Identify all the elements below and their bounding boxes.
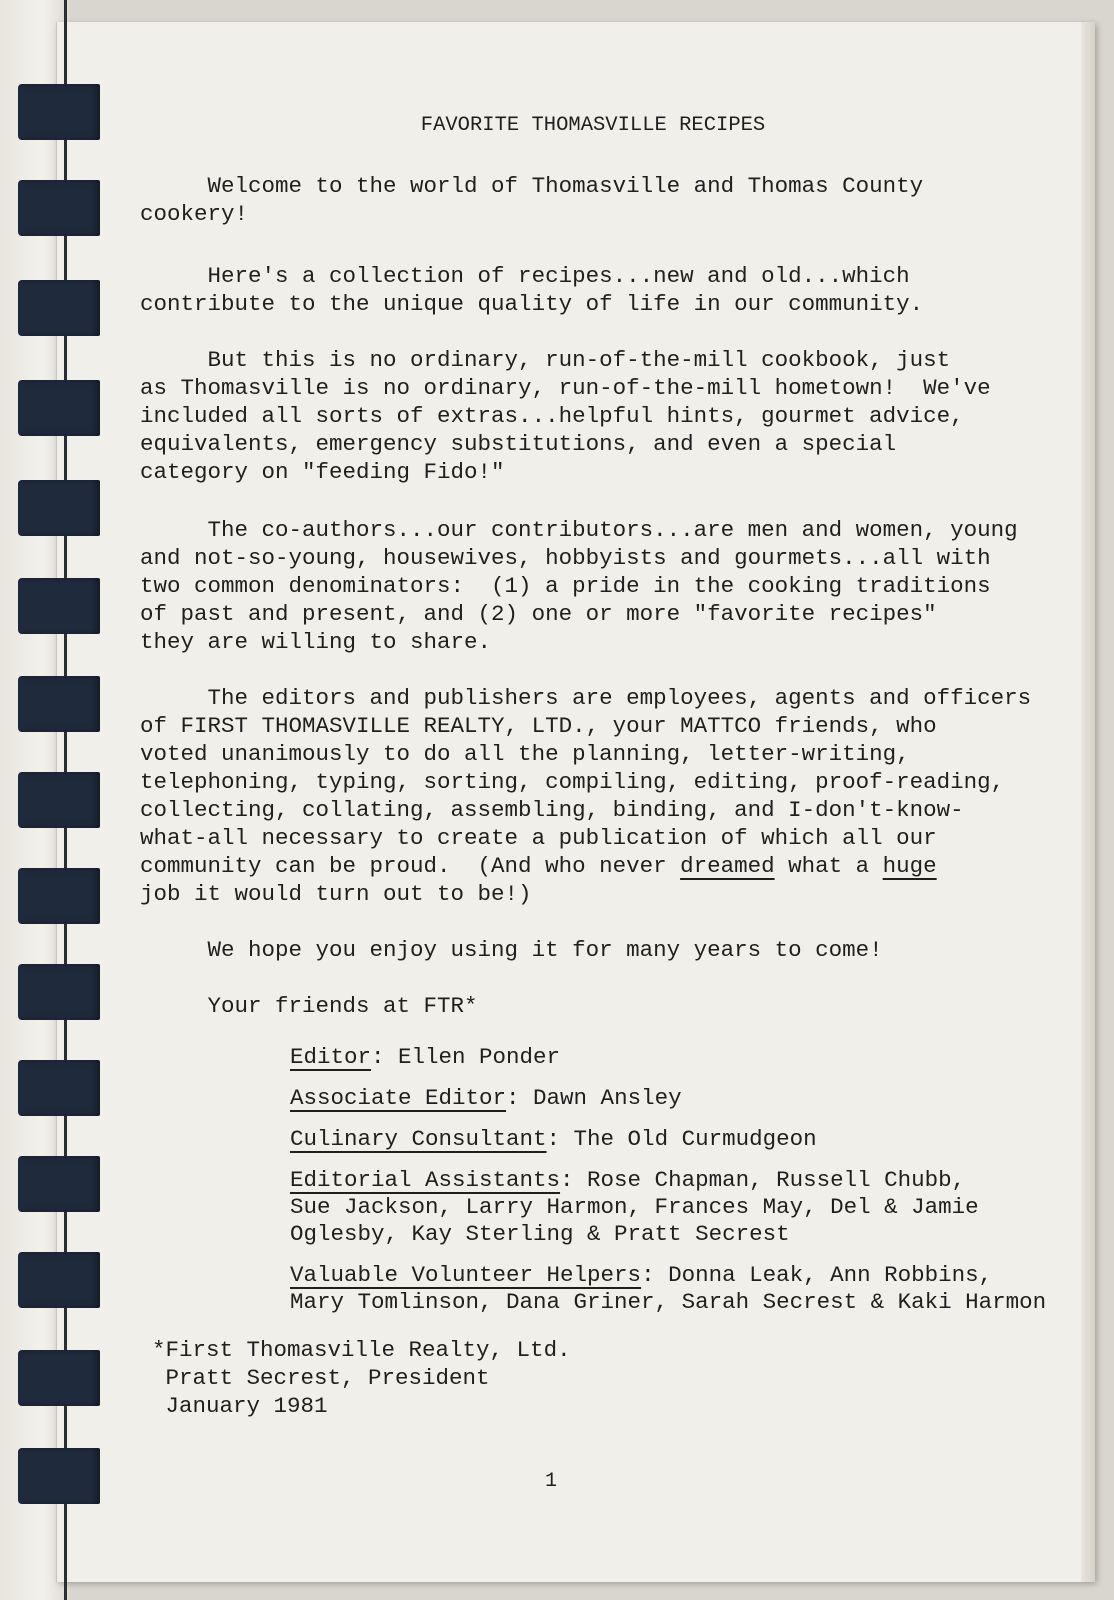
binding-loop	[18, 1156, 100, 1212]
page-title: FAVORITE THOMASVILLE RECIPES	[420, 114, 766, 137]
underlined-word: dreamed	[680, 853, 775, 879]
paragraph-coauthors	[140, 516, 1085, 656]
text-line: telephoning, typing, sorting, compiling, editing, proof-reading,	[140, 769, 1005, 795]
credit-value: : Rose Chapman, Russell Chubb,	[560, 1167, 966, 1193]
footnote-company: *First Thomasville Realty, Ltd.	[152, 1337, 571, 1363]
text-line: job it would turn out to be!)	[140, 881, 532, 907]
credit-culinary-consultant	[290, 1126, 1085, 1153]
credit-editor	[290, 1044, 1085, 1071]
credit-value: : Donna Leak, Ann Robbins,	[641, 1262, 993, 1288]
paragraph-extras	[140, 346, 1085, 486]
credit-editorial-assistants	[290, 1167, 1085, 1194]
binding-loop	[18, 1448, 100, 1504]
binding-loop	[18, 868, 100, 924]
text-line: and not-so-young, housewives, hobbyists and gourmets...all with	[140, 545, 991, 571]
credit-value: : Dawn Ansley	[506, 1085, 682, 1111]
page-content	[140, 112, 1085, 1420]
text-line: category on "feeding Fido!"	[140, 459, 505, 485]
binding-loop	[18, 180, 100, 236]
footnote-president: Pratt Secrest, President	[152, 1365, 490, 1391]
binding-loop	[18, 1252, 100, 1308]
footnote	[152, 1336, 1085, 1420]
page-number: 1	[545, 1470, 558, 1493]
binding-loop	[18, 380, 100, 436]
text-line: The co-authors...our contributors...are men and women, young	[140, 517, 1018, 543]
text-line: Here's a collection of recipes...new and old...which	[140, 263, 910, 289]
text-line: cookery!	[140, 201, 249, 227]
text-line: voted unanimously to do all the planning, letter-writing,	[140, 741, 910, 767]
text-line: what-all necessary to create a publication of which all our	[140, 825, 937, 851]
text-line: two common denominators: (1) a pride in the cooking traditions	[140, 573, 991, 599]
binding-loop	[18, 480, 100, 536]
text-fragment: what a	[774, 853, 883, 879]
paragraph-editors	[140, 684, 1085, 908]
binding-loop	[18, 772, 100, 828]
text-line: Mary Tomlinson, Dana Griner, Sarah Secrest & Kaki Harmon	[290, 1289, 1047, 1315]
text-line: But this is no ordinary, run-of-the-mill cookbook, just	[140, 347, 951, 373]
text-line: The editors and publishers are employees, agents and officers	[140, 685, 1032, 711]
binding-loop	[18, 280, 100, 336]
text-line: Welcome to the world of Thomasville and Thomas County	[140, 173, 924, 199]
text-line: collecting, collating, assembling, binding, and I-don't-know-	[140, 797, 964, 823]
text-fragment: community can be proud. (And who never	[140, 853, 681, 879]
credit-label: Associate Editor	[290, 1085, 507, 1111]
binding-loop	[18, 1350, 100, 1406]
text-line: they are willing to share.	[140, 629, 492, 655]
text-line: contribute to the unique quality of life in our community.	[140, 291, 924, 317]
underlined-word: huge	[882, 853, 937, 879]
text-line	[140, 852, 1085, 880]
footnote-date: January 1981	[152, 1393, 328, 1419]
binding-loop	[18, 578, 100, 634]
credit-label: Editorial Assistants	[290, 1167, 561, 1193]
credit-label: Editor	[290, 1044, 372, 1070]
text-line: included all sorts of extras...helpful hints, gourmet advice,	[140, 403, 964, 429]
credit-value: : Ellen Ponder	[371, 1044, 561, 1070]
credits	[290, 1044, 1085, 1316]
binding-loop	[18, 964, 100, 1020]
credit-associate-editor	[290, 1085, 1085, 1112]
credit-label: Valuable Volunteer Helpers	[290, 1262, 642, 1288]
text-line: Sue Jackson, Larry Harmon, Frances May, Del & Jamie	[290, 1194, 979, 1220]
credit-label: Culinary Consultant	[290, 1126, 547, 1152]
binding-loop	[18, 676, 100, 732]
binding-loop	[18, 1060, 100, 1116]
text-line: as Thomasville is no ordinary, run-of-the-mill hometown! We've	[140, 375, 991, 401]
paragraph-signoff: Your friends at FTR*	[140, 993, 478, 1019]
binding-loop	[18, 84, 100, 140]
credit-value: : The Old Curmudgeon	[546, 1126, 817, 1152]
text-line: Oglesby, Kay Sterling & Pratt Secrest	[290, 1221, 790, 1247]
credit-volunteer-helpers	[290, 1262, 1085, 1289]
paragraph-collection	[140, 262, 1085, 318]
text-line: of past and present, and (2) one or more "favorite recipes"	[140, 601, 937, 627]
paragraph-welcome	[140, 172, 1085, 228]
text-line: equivalents, emergency substitutions, and even a special	[140, 431, 897, 457]
text-line: of FIRST THOMASVILLE REALTY, LTD., your MATTCO friends, who	[140, 713, 937, 739]
paragraph-hope: We hope you enjoy using it for many years to come!	[140, 937, 883, 963]
